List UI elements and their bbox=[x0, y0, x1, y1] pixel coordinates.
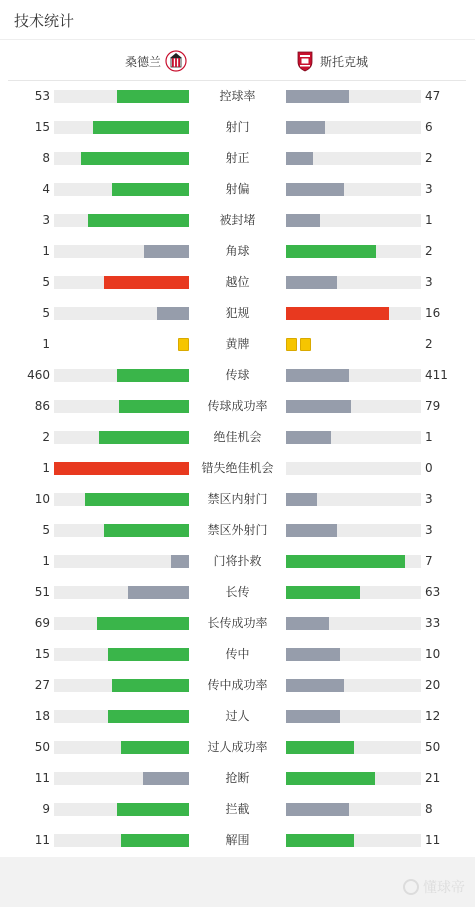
stat-label: 错失绝佳机会 bbox=[201, 461, 274, 475]
away-value: 3 bbox=[425, 492, 433, 506]
home-value: 10 bbox=[34, 492, 50, 506]
stat-row bbox=[0, 360, 475, 391]
home-value: 11 bbox=[34, 833, 50, 847]
away-bar-track bbox=[286, 524, 421, 537]
away-value: 7 bbox=[425, 554, 433, 568]
away-bar-track bbox=[286, 834, 421, 847]
home-value: 1 bbox=[42, 461, 50, 475]
away-bar-track bbox=[286, 586, 421, 599]
stat-label: 过人 bbox=[225, 709, 250, 723]
home-bar-track bbox=[54, 431, 189, 444]
home-bar-fill bbox=[108, 648, 189, 661]
away-bar-fill bbox=[286, 369, 349, 382]
home-bar-fill bbox=[81, 152, 189, 165]
away-bar-fill bbox=[286, 214, 320, 227]
home-bar-fill bbox=[97, 617, 189, 630]
home-bar-fill bbox=[93, 121, 189, 134]
home-bar-fill bbox=[112, 183, 189, 196]
home-bar-fill bbox=[128, 586, 189, 599]
away-value: 2 bbox=[425, 151, 433, 165]
away-bar-fill bbox=[286, 431, 331, 444]
home-bar-track bbox=[54, 555, 189, 568]
stat-row bbox=[0, 515, 475, 546]
away-bar-track bbox=[286, 214, 421, 227]
home-value: 51 bbox=[34, 585, 50, 599]
home-bar-track bbox=[54, 307, 189, 320]
stat-label: 传中成功率 bbox=[207, 678, 268, 692]
home-bar-fill bbox=[121, 741, 189, 754]
home-bar-fill bbox=[108, 710, 189, 723]
away-bar-fill bbox=[286, 152, 313, 165]
stat-label: 门将扑救 bbox=[213, 554, 262, 568]
stat-label: 禁区内射门 bbox=[207, 492, 268, 506]
home-value: 18 bbox=[34, 709, 50, 723]
stat-row bbox=[0, 81, 475, 112]
home-value: 27 bbox=[34, 678, 50, 692]
home-bar-track bbox=[54, 679, 189, 692]
home-bar-track bbox=[54, 183, 189, 196]
away-value: 63 bbox=[425, 585, 441, 599]
home-bar-track bbox=[54, 493, 189, 506]
stat-label: 控球率 bbox=[219, 89, 256, 103]
away-value: 2 bbox=[425, 244, 433, 258]
stat-label: 传中 bbox=[225, 647, 250, 661]
away-bar-track bbox=[286, 276, 421, 289]
away-value: 10 bbox=[425, 647, 441, 661]
away-bar-track bbox=[286, 152, 421, 165]
stat-label: 越位 bbox=[225, 275, 250, 289]
away-bar-fill bbox=[286, 307, 389, 320]
home-bar-track bbox=[54, 834, 189, 847]
away-value: 3 bbox=[425, 523, 433, 537]
home-bar-track bbox=[54, 276, 189, 289]
home-value: 53 bbox=[34, 89, 50, 103]
away-bar-fill bbox=[286, 741, 354, 754]
home-bar-fill bbox=[157, 307, 189, 320]
stat-label: 绝佳机会 bbox=[213, 430, 262, 444]
away-value: 1 bbox=[425, 430, 433, 444]
away-bar-fill bbox=[286, 245, 376, 258]
home-value: 11 bbox=[34, 771, 50, 785]
home-value: 86 bbox=[34, 399, 50, 413]
away-bar-track bbox=[286, 121, 421, 134]
stat-row bbox=[0, 236, 475, 267]
home-bar-fill bbox=[112, 679, 189, 692]
away-value: 8 bbox=[425, 802, 433, 816]
stat-row bbox=[0, 763, 475, 794]
home-value: 1 bbox=[42, 337, 50, 351]
away-bar-track bbox=[286, 369, 421, 382]
away-team[interactable] bbox=[294, 50, 368, 72]
away-value: 411 bbox=[425, 368, 448, 382]
away-value: 3 bbox=[425, 182, 433, 196]
stat-label: 拦截 bbox=[225, 802, 250, 816]
stat-label: 射门 bbox=[225, 120, 250, 134]
home-team-crest-icon bbox=[165, 50, 187, 72]
stat-label: 角球 bbox=[225, 244, 250, 258]
home-bar-fill bbox=[99, 431, 189, 444]
stat-row bbox=[0, 453, 475, 484]
home-bar-track bbox=[54, 400, 189, 413]
home-bar-fill bbox=[144, 245, 189, 258]
stat-row bbox=[0, 732, 475, 763]
away-bar-fill bbox=[286, 555, 405, 568]
home-value: 5 bbox=[42, 306, 50, 320]
stat-label: 射偏 bbox=[225, 182, 250, 196]
stat-label: 射正 bbox=[225, 151, 250, 165]
away-bar-track bbox=[286, 90, 421, 103]
stat-row bbox=[0, 112, 475, 143]
watermark-logo-icon bbox=[403, 879, 419, 895]
home-bar-track bbox=[54, 121, 189, 134]
away-value: 2 bbox=[425, 337, 433, 351]
away-bar-track bbox=[286, 183, 421, 196]
home-value: 1 bbox=[42, 554, 50, 568]
away-bar-track bbox=[286, 803, 421, 816]
stat-row bbox=[0, 577, 475, 608]
stat-row bbox=[0, 143, 475, 174]
home-team-name: 桑德兰 bbox=[125, 54, 162, 69]
away-yellow-cards bbox=[286, 338, 311, 351]
home-bar-track bbox=[54, 648, 189, 661]
away-bar-fill bbox=[286, 493, 317, 506]
home-bar-fill bbox=[88, 214, 189, 227]
away-bar-track bbox=[286, 772, 421, 785]
stat-row bbox=[0, 422, 475, 453]
yellow-card-icon bbox=[286, 338, 297, 351]
away-bar-fill bbox=[286, 121, 325, 134]
away-bar-fill bbox=[286, 803, 349, 816]
home-value: 5 bbox=[42, 523, 50, 537]
stat-label: 解围 bbox=[225, 833, 250, 847]
home-bar-fill bbox=[85, 493, 189, 506]
stat-label: 长传成功率 bbox=[207, 616, 268, 630]
watermark bbox=[403, 877, 465, 897]
home-bar-track bbox=[54, 586, 189, 599]
stat-row bbox=[0, 298, 475, 329]
home-bar-fill bbox=[117, 803, 189, 816]
home-bar-track bbox=[54, 710, 189, 723]
away-value: 20 bbox=[425, 678, 441, 692]
home-value: 1 bbox=[42, 244, 50, 258]
stat-label: 长传 bbox=[225, 585, 250, 599]
away-bar-fill bbox=[286, 276, 337, 289]
stat-row bbox=[0, 794, 475, 825]
stat-row bbox=[0, 174, 475, 205]
stat-row bbox=[0, 329, 475, 360]
team-header bbox=[8, 41, 466, 81]
away-value: 1 bbox=[425, 213, 433, 227]
home-bar-track bbox=[54, 772, 189, 785]
stat-row bbox=[0, 639, 475, 670]
away-team-crest-icon bbox=[294, 50, 316, 72]
stat-label: 禁区外射门 bbox=[207, 523, 268, 537]
stat-row bbox=[0, 608, 475, 639]
home-value: 15 bbox=[34, 120, 50, 134]
home-value: 4 bbox=[42, 182, 50, 196]
home-bar-track bbox=[54, 803, 189, 816]
home-bar-track bbox=[54, 741, 189, 754]
away-value: 50 bbox=[425, 740, 441, 754]
away-bar-fill bbox=[286, 400, 351, 413]
home-bar-track bbox=[54, 90, 189, 103]
away-bar-fill bbox=[286, 834, 354, 847]
away-bar-fill bbox=[286, 772, 375, 785]
away-bar-track bbox=[286, 555, 421, 568]
away-bar-track bbox=[286, 307, 421, 320]
away-bar-fill bbox=[286, 679, 344, 692]
home-bar-track bbox=[54, 369, 189, 382]
home-value: 50 bbox=[34, 740, 50, 754]
yellow-card-icon bbox=[178, 338, 189, 351]
home-bar-fill bbox=[104, 524, 189, 537]
away-bar-fill bbox=[286, 648, 340, 661]
home-value: 15 bbox=[34, 647, 50, 661]
home-bar-track bbox=[54, 524, 189, 537]
home-bar-track bbox=[54, 152, 189, 165]
away-value: 47 bbox=[425, 89, 441, 103]
home-value: 2 bbox=[42, 430, 50, 444]
footer bbox=[0, 857, 475, 907]
yellow-card-icon bbox=[300, 338, 311, 351]
away-value: 16 bbox=[425, 306, 441, 320]
away-value: 79 bbox=[425, 399, 441, 413]
home-bar-fill bbox=[119, 400, 189, 413]
home-value: 460 bbox=[27, 368, 50, 382]
home-bar-fill bbox=[117, 90, 189, 103]
away-bar-track bbox=[286, 462, 421, 475]
home-value: 5 bbox=[42, 275, 50, 289]
home-value: 8 bbox=[42, 151, 50, 165]
home-bar-fill bbox=[121, 834, 189, 847]
stat-row bbox=[0, 391, 475, 422]
home-bar-track bbox=[54, 617, 189, 630]
away-bar-track bbox=[286, 431, 421, 444]
stat-row bbox=[0, 670, 475, 701]
away-value: 0 bbox=[425, 461, 433, 475]
away-value: 21 bbox=[425, 771, 441, 785]
home-bar-fill bbox=[54, 462, 189, 475]
away-bar-track bbox=[286, 710, 421, 723]
home-bar-track bbox=[54, 462, 189, 475]
stat-label: 过人成功率 bbox=[207, 740, 268, 754]
home-yellow-cards bbox=[178, 338, 189, 351]
away-value: 11 bbox=[425, 833, 441, 847]
stat-row bbox=[0, 825, 475, 856]
home-bar-fill bbox=[104, 276, 189, 289]
home-bar-track bbox=[54, 245, 189, 258]
stat-row bbox=[0, 701, 475, 732]
away-bar-fill bbox=[286, 617, 329, 630]
away-value: 3 bbox=[425, 275, 433, 289]
home-bar-track bbox=[54, 214, 189, 227]
stat-label: 黄牌 bbox=[225, 337, 250, 351]
home-team[interactable] bbox=[125, 50, 187, 72]
away-team-name: 斯托克城 bbox=[320, 54, 369, 69]
home-value: 69 bbox=[34, 616, 50, 630]
watermark-text: 懂球帝 bbox=[423, 880, 465, 896]
away-bar-track bbox=[286, 493, 421, 506]
away-bar-track bbox=[286, 741, 421, 754]
stat-row bbox=[0, 205, 475, 236]
away-value: 6 bbox=[425, 120, 433, 134]
away-bar-fill bbox=[286, 710, 340, 723]
away-value: 33 bbox=[425, 616, 441, 630]
stat-row bbox=[0, 546, 475, 577]
away-bar-track bbox=[286, 245, 421, 258]
stat-label: 被封堵 bbox=[219, 213, 256, 227]
stat-label: 犯规 bbox=[225, 306, 250, 320]
away-bar-track bbox=[286, 400, 421, 413]
away-bar-track bbox=[286, 648, 421, 661]
home-value: 9 bbox=[42, 802, 50, 816]
away-value: 12 bbox=[425, 709, 441, 723]
home-value: 3 bbox=[42, 213, 50, 227]
stat-label: 传球成功率 bbox=[207, 399, 268, 413]
away-bar-fill bbox=[286, 183, 344, 196]
home-bar-fill bbox=[117, 369, 189, 382]
away-bar-fill bbox=[286, 586, 360, 599]
home-bar-fill bbox=[171, 555, 189, 568]
away-bar-track bbox=[286, 679, 421, 692]
home-bar-fill bbox=[143, 772, 189, 785]
away-bar-fill bbox=[286, 90, 349, 103]
stat-row bbox=[0, 484, 475, 515]
title-bar bbox=[0, 0, 475, 40]
stat-label: 抢断 bbox=[225, 771, 250, 785]
page-title: 技术统计 bbox=[14, 12, 75, 30]
away-bar-fill bbox=[286, 524, 337, 537]
stat-row bbox=[0, 267, 475, 298]
away-bar-track bbox=[286, 617, 421, 630]
stat-label: 传球 bbox=[225, 368, 250, 382]
